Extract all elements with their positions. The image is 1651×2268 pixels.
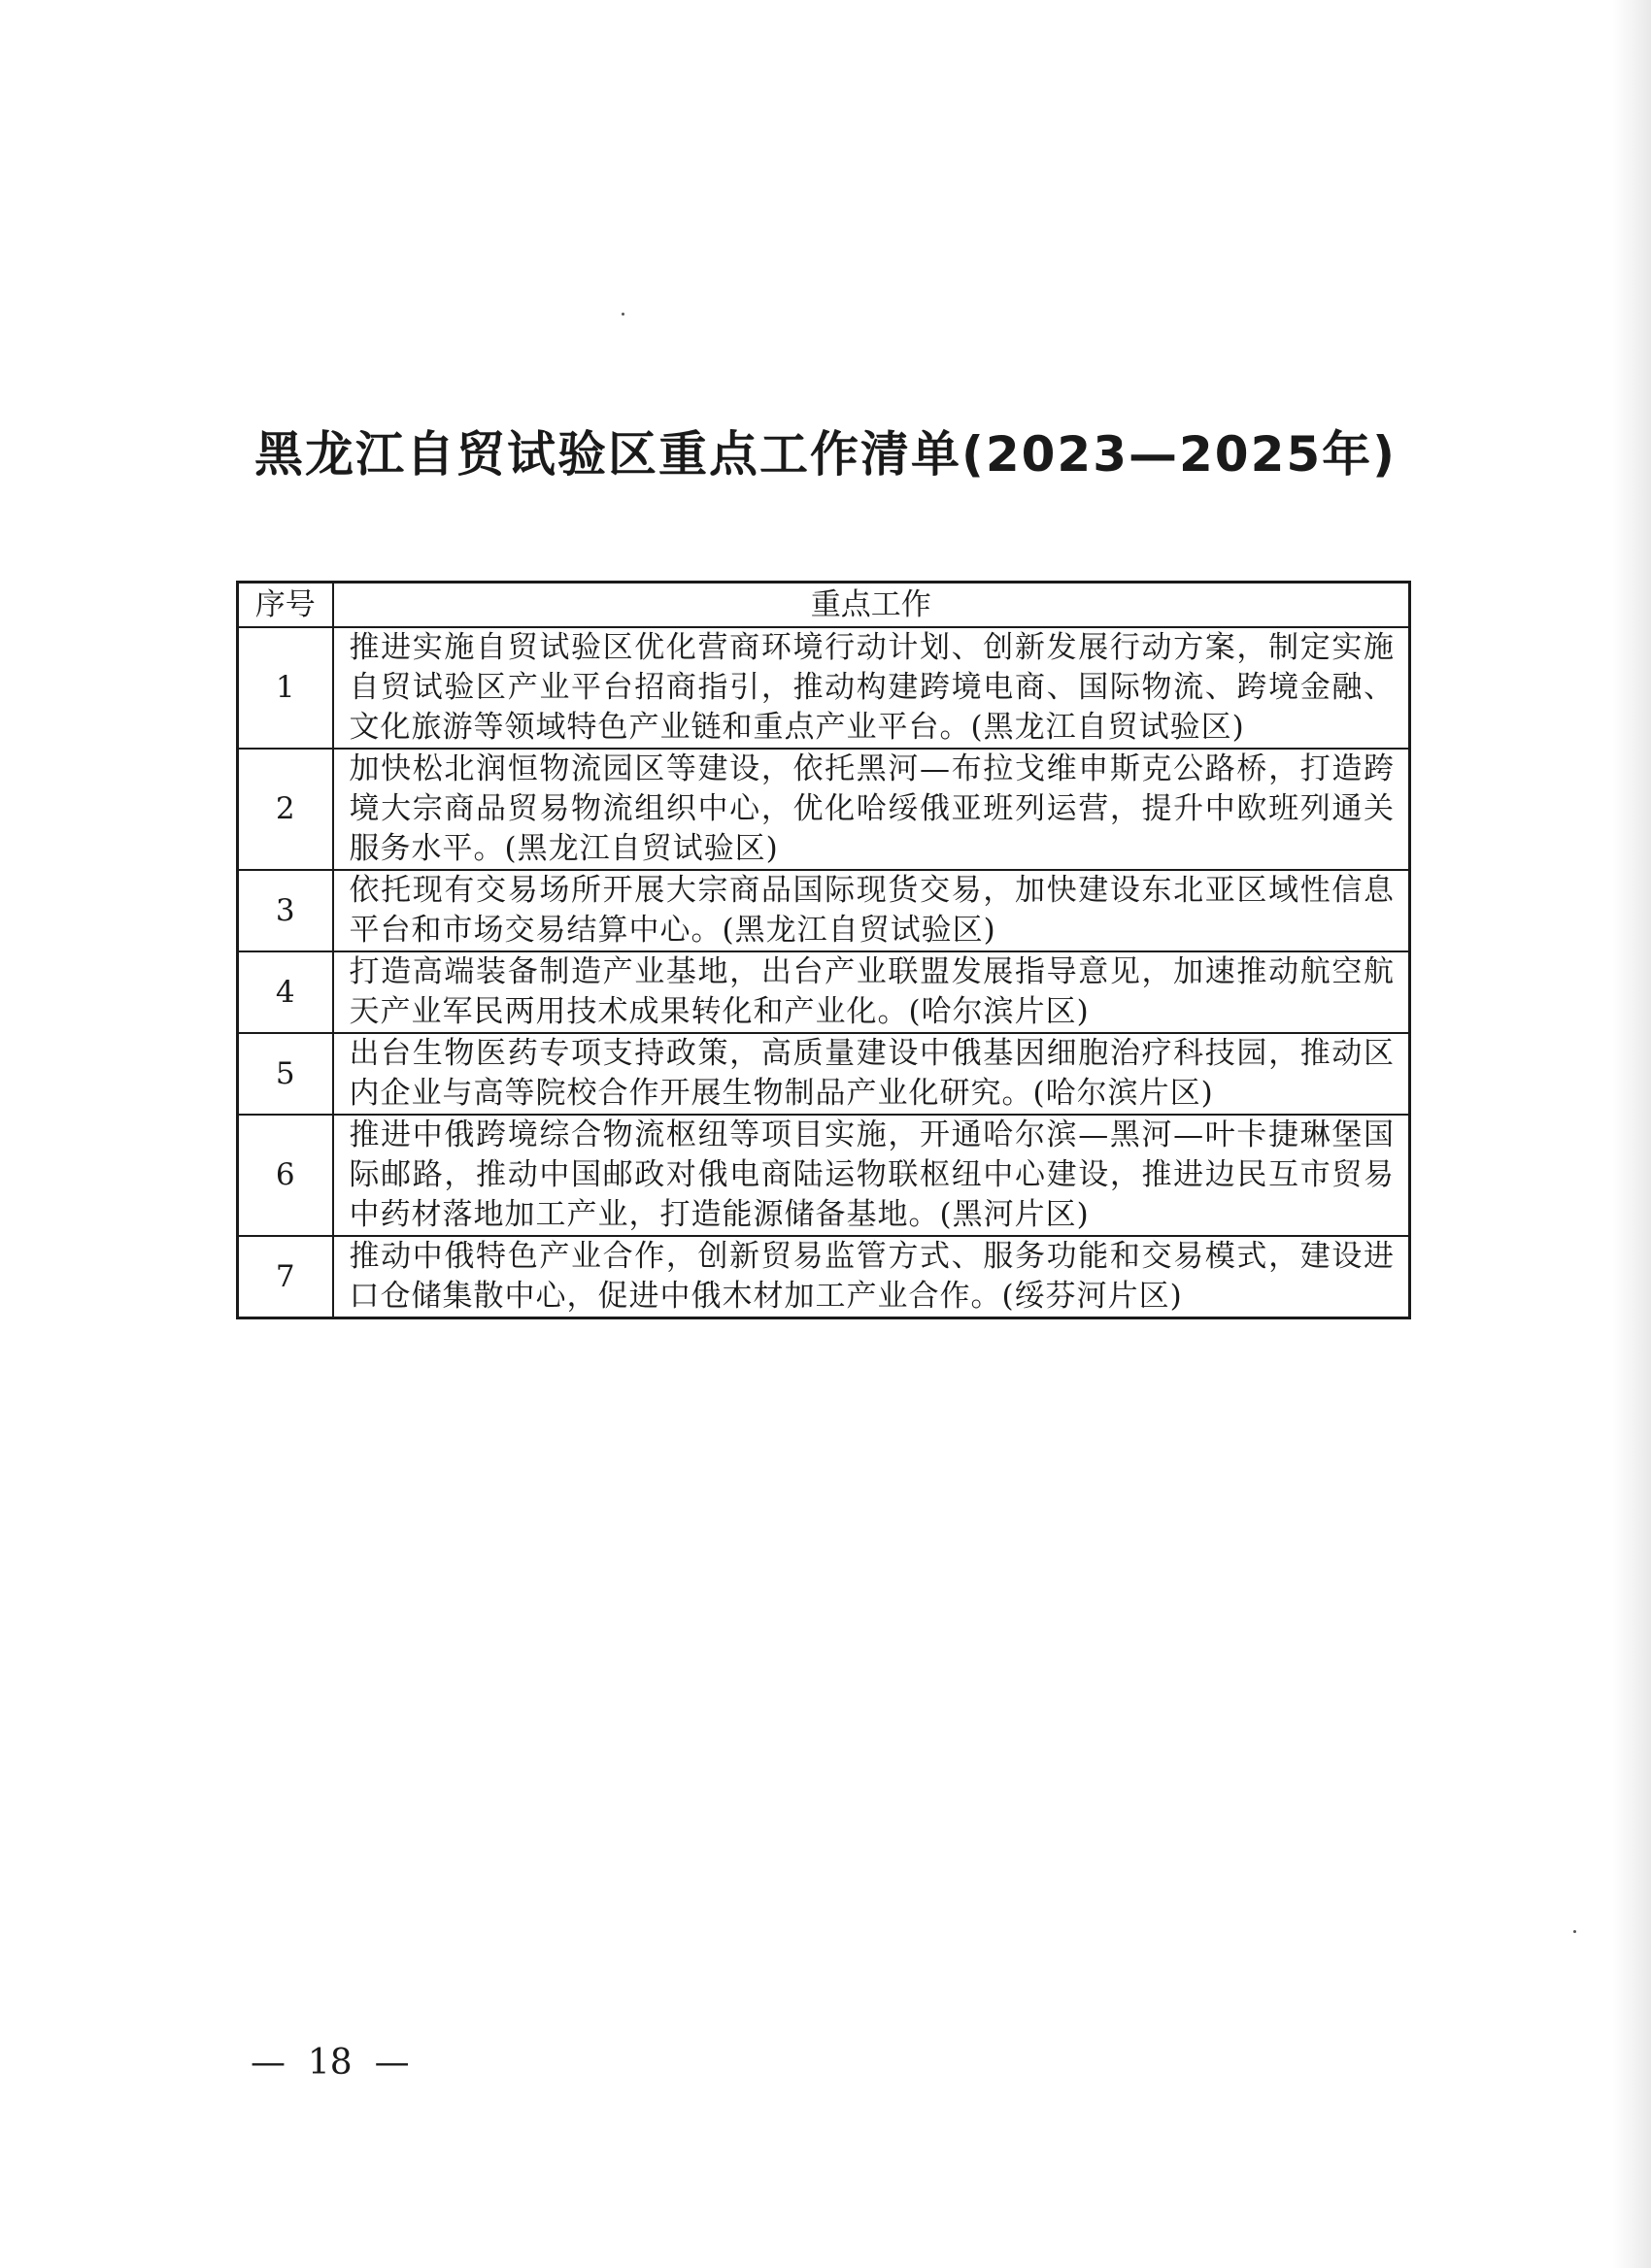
row-work-text: 依托现有交易场所开展大宗商品国际现货交易，加快建设东北亚区域性信息平台和市场交易结算中心。(黑龙江自贸试验区) bbox=[333, 870, 1410, 951]
table-row bbox=[238, 870, 1410, 951]
header-seq: 序号 bbox=[238, 583, 333, 628]
row-work-text: 推进中俄跨境综合物流枢纽等项目实施，开通哈尔滨—黑河—叶卡捷琳堡国际邮路，推动中国邮政对俄电商陆运物联枢纽中心建设，推进边民互市贸易中药材落地加工产业，打造能源储备基地。(黑河片区) bbox=[333, 1115, 1410, 1236]
row-seq: 6 bbox=[238, 1115, 333, 1236]
scan-speck bbox=[1573, 1930, 1576, 1933]
table-row bbox=[238, 1236, 1410, 1318]
table-row bbox=[238, 1115, 1410, 1236]
document-title: 黑龙江自贸试验区重点工作清单(2023—2025年) bbox=[253, 426, 1398, 483]
table-row bbox=[238, 627, 1410, 749]
table-header-row bbox=[238, 583, 1410, 628]
row-seq: 5 bbox=[238, 1033, 333, 1115]
row-seq: 4 bbox=[238, 951, 333, 1033]
table-row bbox=[238, 951, 1410, 1033]
table-row bbox=[238, 749, 1410, 870]
row-work-text: 推进实施自贸试验区优化营商环境行动计划、创新发展行动方案，制定实施自贸试验区产业平台招商指引，推动构建跨境电商、国际物流、跨境金融、文化旅游等领域特色产业链和重点产业平台。(黑龙江自贸试验区) bbox=[333, 627, 1410, 749]
header-work: 重点工作 bbox=[333, 583, 1410, 628]
row-work-text: 加快松北润恒物流园区等建设，依托黑河—布拉戈维申斯克公路桥，打造跨境大宗商品贸易物流组织中心，优化哈绥俄亚班列运营，提升中欧班列通关服务水平。(黑龙江自贸试验区) bbox=[333, 749, 1410, 870]
row-work-text: 打造高端装备制造产业基地，出台产业联盟发展指导意见，加速推动航空航天产业军民两用技术成果转化和产业化。(哈尔滨片区) bbox=[333, 951, 1410, 1033]
row-seq: 1 bbox=[238, 627, 333, 749]
row-seq: 2 bbox=[238, 749, 333, 870]
key-work-table bbox=[236, 581, 1411, 1319]
row-seq: 7 bbox=[238, 1236, 333, 1318]
row-work-text: 出台生物医药专项支持政策，高质量建设中俄基因细胞治疗科技园，推动区内企业与高等院校合作开展生物制品产业化研究。(哈尔滨片区) bbox=[333, 1033, 1410, 1115]
table-row bbox=[238, 1033, 1410, 1115]
row-work-text: 推动中俄特色产业合作，创新贸易监管方式、服务功能和交易模式，建设进口仓储集散中心，促进中俄木材加工产业合作。(绥芬河片区) bbox=[333, 1236, 1410, 1318]
row-seq: 3 bbox=[238, 870, 333, 951]
page-number: — 18 — bbox=[251, 2043, 410, 2083]
scan-speck bbox=[622, 313, 624, 316]
scan-edge-shadow bbox=[1612, 0, 1651, 2268]
